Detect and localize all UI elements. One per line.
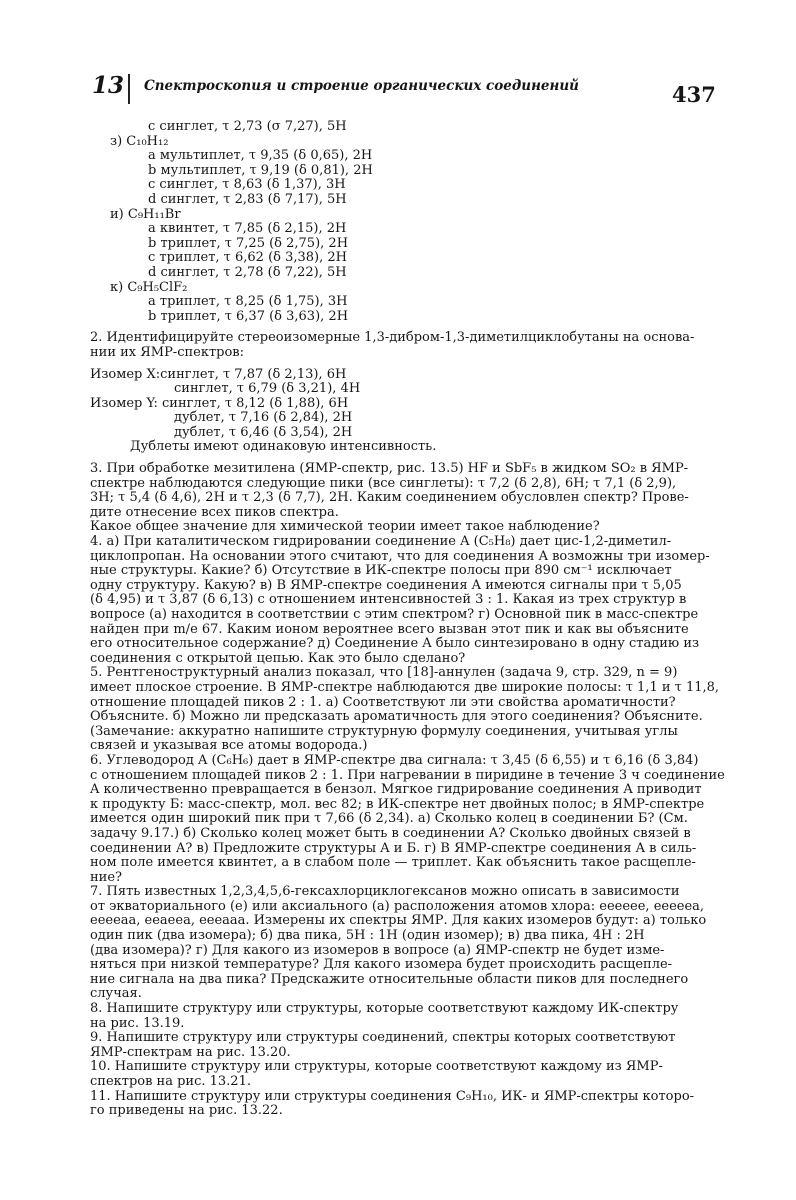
problem-text-line: 2. Идентифицируйте стереоизомерные 1,3-дибром-1,3-диметилциклобутаны на основа- — [90, 330, 695, 346]
problem-text-line: ние? — [90, 869, 122, 885]
problem-text-line: спектре наблюдаются следующие пики (все синглеты): τ 7,2 (δ 2,8), 6H; τ 7,1 (δ 2,9), — [90, 475, 677, 491]
spectrum-line: b мультиплет, τ 9,19 (δ 0,81), 2H — [148, 162, 373, 178]
spectra-list — [90, 120, 706, 324]
isomer-line: дублет, τ 6,46 (δ 3,54), 2H — [174, 424, 353, 440]
problem-text-line: 7. Пять известных 1,2,3,4,5,6-гексахлорциклогексанов можно описать в зависимости — [90, 884, 680, 900]
problem-text-line: ном поле имеется квинтет, а в слабом поле — триплет. Как объяснить такое расщепле- — [90, 855, 696, 871]
problem-text-line: на рис. 13.19. — [90, 1015, 185, 1031]
problem-text-line: 8. Напишите структуру или структуры, которые соответствуют каждому ИК-спектру — [90, 1001, 679, 1017]
problem-text-line: 3H; τ 5,4 (δ 4,6), 2H и τ 2,3 (δ 7,7), 2H. Каким соединением обусловлен спектр? Прове- — [90, 490, 689, 506]
problem-text-line: один пик (два изомера); б) два пика, 5H : 1H (один изомер); в) два пика, 4H : 2H — [90, 928, 645, 944]
problem-9 — [90, 1031, 706, 1060]
problem-text-line: (Замечание: аккуратно напишите структурную формулу соединения, учитывая углы — [90, 723, 678, 739]
isomer-line: синглет, τ 6,79 (δ 3,21), 4H — [174, 381, 361, 397]
problem-5 — [90, 665, 720, 754]
problem-text-line: (δ 4,95) и τ 3,87 (δ 6,13) с отношением интенсивностей 3 : 1. Какая из трех структур в — [90, 592, 687, 608]
problem-10 — [90, 1060, 706, 1089]
problem-text-line: спектров на рис. 13.21. — [90, 1074, 251, 1089]
problem-text-line: циклопропан. На основании этого считают, что для соединения A возможны три изомер- — [90, 548, 710, 564]
problem-text-line: ЯМР-спектрам на рис. 13.20. — [90, 1044, 291, 1060]
problem-6 — [90, 752, 725, 885]
header-divider — [128, 74, 130, 104]
spectrum-line: c триплет, τ 6,62 (δ 3,38), 2H — [148, 250, 347, 266]
problem-text-line: 10. Напишите структуру или структуры, которые соответствуют каждому из ЯМР- — [90, 1059, 663, 1075]
problem-text-line: имеется один широкий пик при τ 7,66 (δ 2,34). а) Сколько колец в соединении Б? (См. — [90, 811, 688, 827]
problem-text-line: ние сигнала на два пика? Предскажите относительные области пиков для последнего — [90, 971, 689, 987]
problem-11 — [90, 1090, 706, 1119]
problem-text-line: вопросе (а) находится в соответствии с этим спектром? г) Основной пик в масс-спектре — [90, 607, 699, 622]
problem-text-line: 4. а) При каталитическом гидрировании соединение A (C₅H₈) дает цис-1,2-диметил- — [90, 534, 672, 550]
spectrum-line: a триплет, τ 8,25 (δ 1,75), 3H — [148, 294, 348, 310]
problem-2 — [90, 331, 706, 455]
spectrum-line: к) C₉H₅ClF₂ — [110, 279, 188, 295]
spectrum-line: з) C₁₀H₁₂ — [110, 133, 169, 149]
chapter-title: Спектроскопия и строение органических соединений — [144, 78, 579, 94]
spectrum-line: d синглет, τ 2,78 (δ 7,22), 5H — [148, 264, 347, 280]
problem-text-line: задачу 9.17.) б) Сколько колец может быть в соединении A? Сколько двойных связей в — [90, 825, 691, 841]
problem-text-line: няться при низкой температуре? Для какого изомера будет происходить расщепле- — [90, 957, 673, 973]
spectrum-line: b триплет, τ 6,37 (δ 3,63), 2H — [148, 308, 349, 324]
problems — [90, 461, 725, 1119]
problem-text-line: его относительное содержание? д) Соединение A было синтезировано в одну стадию из — [90, 636, 700, 652]
problem-text-line: к продукту Б: масс-спектр, мол. вес 82; в ИК-спектре нет двойных полос; в ЯМР-спектре — [90, 796, 705, 812]
problem-text-line: отношение площадей пиков 2 : 1. а) Соответствуют ли эти свойства ароматичности? — [90, 694, 676, 710]
problem-text-line: eeeeaa, eeaeea, eeeaaa. Измерены их спектры ЯМР. Для каких изомеров будут: а) только — [90, 913, 707, 929]
page-body — [90, 119, 725, 1119]
problem-text-line: ные структуры. Какие? б) Отсутствие в ИК-спектре полосы при 890 см⁻¹ исключает — [90, 563, 672, 579]
problem-text-line: соединения с открытой цепью. Как это было сделано? — [90, 650, 466, 666]
spectrum-line: c синглет, τ 8,63 (δ 1,37), 3H — [148, 177, 346, 193]
problem-text-line: найден при m/e 67. Каким ионом вероятнее всего вызван этот пик и как вы объясните — [90, 621, 689, 637]
problem-7 — [90, 885, 706, 1002]
problem-8 — [90, 1002, 706, 1031]
spectrum-line: и) C₉H₁₁Br — [110, 206, 181, 222]
spectrum-line: a квинтет, τ 7,85 (δ 2,15), 2H — [148, 221, 347, 237]
problem-4 — [90, 534, 710, 666]
problem-text-line: 6. Углеводород A (C₆H₆) дает в ЯМР-спектре два сигнала: τ 3,45 (δ 6,55) и τ 6,16 (δ 3,84) — [90, 752, 699, 768]
problem-text-line: случая. — [90, 986, 142, 1002]
problem-text-line: Объясните. б) Можно ли предсказать ароматичность для этого соединения? Объясните. — [90, 709, 703, 725]
problem-text-line: 9. Напишите структуру или структуры соединений, спектры которых соответствуют — [90, 1030, 676, 1046]
chapter-number: 13 — [92, 72, 125, 99]
isomer-line: Изомер Y: синглет, τ 8,12 (δ 1,88), 6H — [90, 395, 349, 411]
problem-text-line: (два изомера)? г) Для какого из изомеров в вопросе (а) ЯМР-спектр не будет изме- — [90, 942, 665, 958]
running-header — [92, 72, 716, 112]
isomer-line: Дублеты имеют одинаковую интенсивность. — [130, 439, 437, 455]
problem-text-line: 5. Рентгеноструктурный анализ показал, что [18]-аннулен (задача 9, стр. 329, n = 9) — [90, 665, 678, 681]
problem-3 — [90, 462, 706, 535]
spectrum-line: b триплет, τ 7,25 (δ 2,75), 2H — [148, 235, 349, 251]
isomer-line: дублет, τ 7,16 (δ 2,84), 2H — [174, 410, 353, 426]
problem-text-line: дите отнесение всех пиков спектра. — [90, 504, 339, 520]
problem-text-line: Какое общее значение для химической теории имеет такое наблюдение? — [90, 519, 600, 535]
problem-text-line: A количественно превращается в бензол. Мягкое гидрирование соединения A приводит — [90, 782, 702, 798]
problem-text-line: от экваториального (e) или аксиального (a) расположения атомов хлора: eeeeee, eeeeea, — [90, 898, 705, 914]
problem-text-line: связей и указывая все атомы водорода.) — [90, 738, 368, 754]
isomer-line: Изомер X:синглет, τ 7,87 (δ 2,13), 6H — [90, 366, 347, 382]
problem-text-line: одну структуру. Какую? в) В ЯМР-спектре соединения A имеются сигналы при τ 5,05 — [90, 577, 682, 593]
problem-text-line: с отношением площадей пиков 2 : 1. При нагревании в пиридине в течение 3 ч соединение — [90, 767, 725, 783]
problem-text-line: 3. При обработке мезитилена (ЯМР-спектр, рис. 13.5) HF и SbF₅ в жидком SO₂ в ЯМР- — [90, 461, 689, 477]
problem-text-line: 11. Напишите структуру или структуры соединения C₉H₁₀, ИК- и ЯМР-спектры которо- — [90, 1088, 695, 1104]
page-number: 437 — [672, 82, 716, 107]
spectrum-line: c синглет, τ 2,73 (σ 7,27), 5H — [148, 119, 347, 134]
problem-text-line: го приведены на рис. 13.22. — [90, 1103, 283, 1119]
problem-text-line: нии их ЯМР-спектров: — [90, 344, 245, 360]
spectrum-line: a мультиплет, τ 9,35 (δ 0,65), 2H — [148, 148, 373, 164]
problem-text-line: имеет плоское строение. В ЯМР-спектре наблюдаются две широкие полосы: τ 1,1 и τ 11,8, — [90, 679, 720, 695]
problem-text-line: соединении A? в) Предложите структуры A и Б. г) В ЯМР-спектре соединения A в силь- — [90, 840, 697, 856]
spectrum-line: d синглет, τ 2,83 (δ 7,17), 5H — [148, 191, 347, 207]
